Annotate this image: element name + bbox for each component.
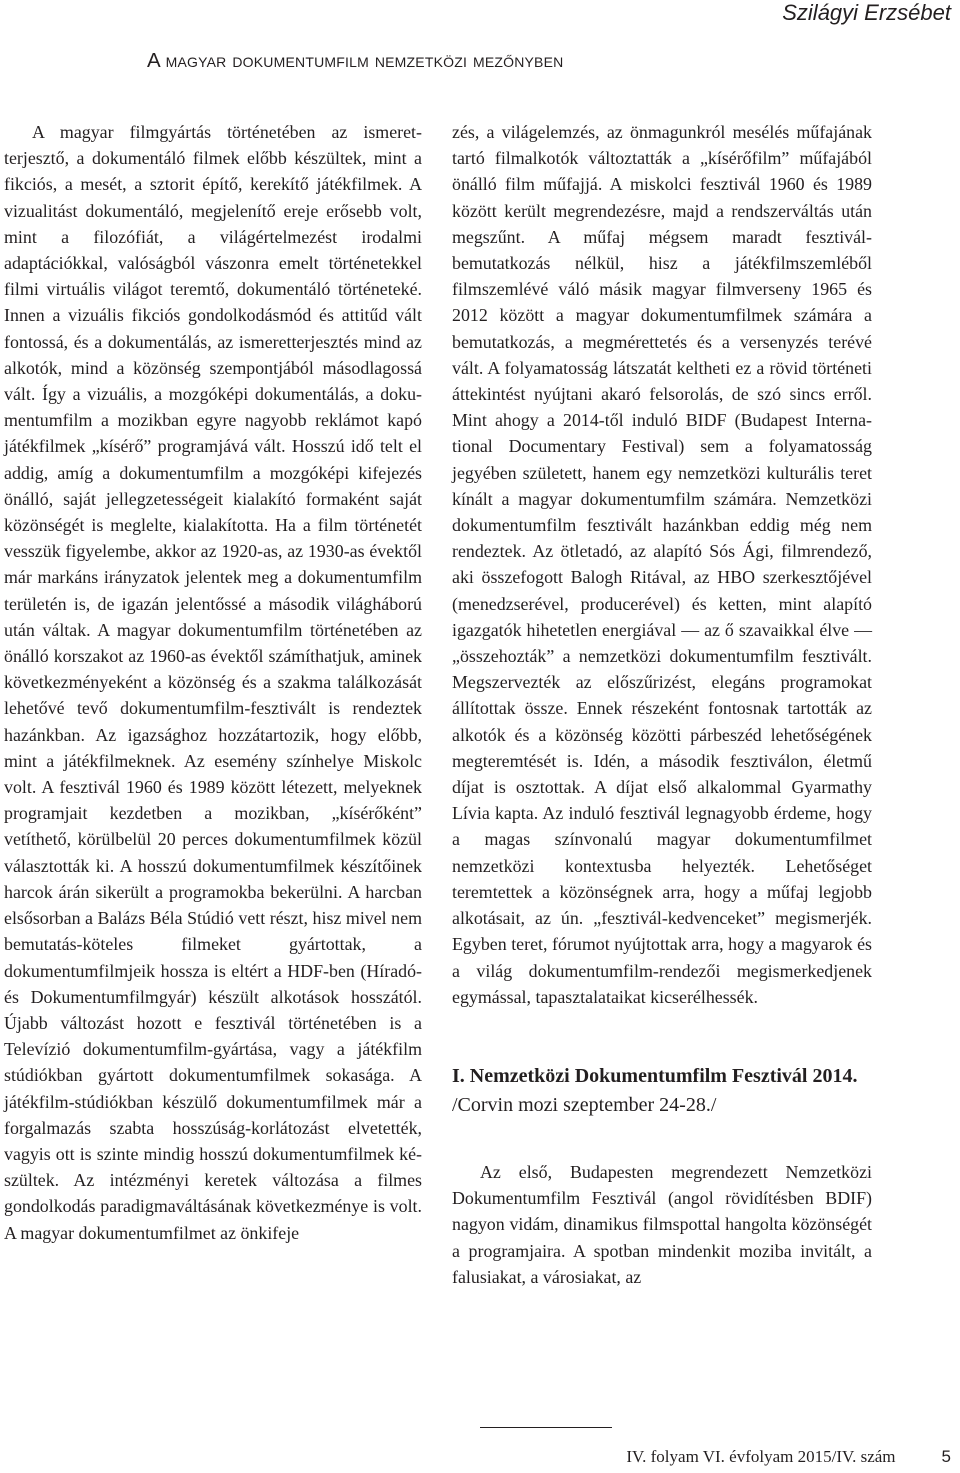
- right-column: [452, 119, 872, 1290]
- body-paragraph-continued: zés, a világelemzés, az önmagunkról mesélés műfajának tartó filmalkotók változtatták a „kísérőfilm” műfajából önálló film műfajjá. A miskolci fesztivál 1960 és 1989 között került megrendezésre, majd a rendszerváltás után megszűnt. A műfaj mégsem maradt fesztivál-bemutatkozás nélkül, hisz a játékfilmszemléből filmszemlévé váló másik magyar filmverseny 1965 és 2012 között a magyar dokumentumfilmek számára a bemutatkozás, a megmérettetés és a versenyzés terévé vált. A folyamatosság látszatát keltheti ez a rövid történeti áttekintést nyújtani akaró felsorolás, de szó sincs erről. Mint ahogy a 2014-től induló BIDF (Budapest International Documentary Festival) sem a folyamatosság jegyében született, hanem egy nemzetközi kulturális teret kínált a magyar dokumentumfilm számára. Nemzetközi dokumentumfilm fesztivált hazánkban eddig még nem rendeztek. Az ötletadó, az alapító Sós Ági, filmrendező, aki összefogott Balogh Ritával, az HBO szerkesztőjével (menedzserével, producerével) és ketten, mint alapító igazgatók hihetetlen energiával — az ő szavaikkal élve — „összehozták” a nemzetközi dokumentumfilm fesztivált. Megszervezték az előszűrizést, elegáns programokat állítottak össze. Ennek részeként fontosnak tartották az alkotók és a közönség közötti párbeszéd lehetőségének megteremtését is. Idén, a második fesztiválon, életmű díjat is osztottak. A díjat első alkalommal Gyarmathy Lívia kapta. Az induló fesztivál legnagyobb érdeme, hogy a magas színvonalú magyar dokumentumfilmet nemzetközi kontextusba helyezték. Lehetőséget teremtettek a közönségnek arra, hogy a műfaj legjobb alkotásait, az ún. „fesztivál-kedvenceket” megismerjék. Egyben teret, fórumot nyújtottak arra, hogy a magyarok és a világ dokumentumfilm-rendezői megismerkedjenek egymással, tapasztalataikat kicserélhessék.: [452, 122, 872, 1007]
- issue-info: IV. folyam VI. évfolyam 2015/IV. szám: [626, 1447, 896, 1466]
- section-heading-title: I. Nemzetközi Dokumentumfilm Fesztivál 2014.: [452, 1064, 858, 1087]
- page-footer: [626, 1447, 951, 1467]
- page-number: 5: [941, 1447, 951, 1466]
- section-heading: [452, 1062, 872, 1120]
- body-paragraph: A magyar filmgyártás történetében az ismeretterjesztő, a dokumentáló filmek előbb készültek, mint a fikciós, a mesét, a sztorit építő, kerekítő játékfilmek. A vizualitást dokumentáló, megjelenítő ereje erősebb volt, mint a filozófiát, a világértelmezést irodalmi adaptációkkal, valóságból vászonra emelt történetekkel filmi virtuális világot teremtő, dokumentáló történeteké. Innen a vizuális fikciós gondolkodásmód és attitűd vált fontossá, és a dokumentálás, az ismeretterjesztés mind az alkotók, mind a közönség szempontjából másodlagossá vált. Így a vizuális, a mozgóképi dokumentálás, a dokumentumfilm a mozikban egyre nagyobb reklámot kapó játékfilmek „kísérő” programjává vált. Hosszú idő telt el addig, amíg a dokumentumfilm a mozgóképi kifejezés önálló, saját jellegzetességeit kialakító formaként saját közönségét is meglelte, kialakította. Ha a film történetét vesszük figyelembe, akkor az 1920-as, az 1930-as évektől már markáns irányzatok jelentek meg a dokumentumfilm területén is, de igazán jelentőssé a második világháború után váltak. A magyar dokumentumfilm történetében az önálló korszakot az 1960-as évektől számíthatjuk, aminek következményeként a közönség és a szakma találkozását lehetővé tevő dokumentumfilm-fesztivált is rendeztek hazánkban. Az igazsághoz hozzátartozik, hogy előbb, mint a játékfilmeknek. Az esemény színhelye Miskolc volt. A fesztivál 1960 és 1989 között létezett, melyeknek programjait kezdetben a mozikban, „kísérőként” vetíthető, körülbelül 20 perces dokumentumfilmek közül választották ki. A hosszú dokumentumfilmek készítőinek harcok árán sikerült a programokba bekerülni. A harcban elsősorban a Balázs Béla Stúdió vett részt, hisz mivel nem bemutatás-köteles filmeket gyártottak, a dokumentumfilmjeik hossza is eltért a HDF-ben (Híradó- és Dokumentumfilmgyár) készült alkotások hosszától. Újabb változást hozott e fesztivál történetében is a Televízió dokumentumfilm-gyártása, vagy a játékfilm stúdiókban gyártott dokumentumfilmek sokasága. A játékfilm-stúdiókban készülő dokumentumfilmek már a forgalmazás szabta hosszúság-korlátozást elvetették, vagyis ott is szinte mindig hosszú dokumentumfilmek készültek. Az intézményi keretek változása a filmes gondolkodás paradigmaváltásának következménye is volt. A magyar dokumentumfilmet az önkifeje: [4, 122, 422, 1243]
- left-column: [4, 119, 422, 1246]
- author-name: Szilágyi Erzsébet: [782, 0, 951, 25]
- section-intro-paragraph: Az első, Budapesten megrendezett Nemzetközi Dokumentumfilm Fesztivál (angol rövidítésben BDIF) nagyon vidám, dinamikus filmspottal hangolta közönségét a programjaira. A spotban mindenkit moziba invitált, a falusiakat, a városiakat, az: [452, 1161, 872, 1287]
- article-title: A magyar dokumentumfilm nemzetközi mezőnyben: [147, 49, 564, 72]
- section-heading-venue: /Corvin mozi szeptember 24-28./: [452, 1093, 717, 1116]
- footer-divider: [480, 1427, 612, 1428]
